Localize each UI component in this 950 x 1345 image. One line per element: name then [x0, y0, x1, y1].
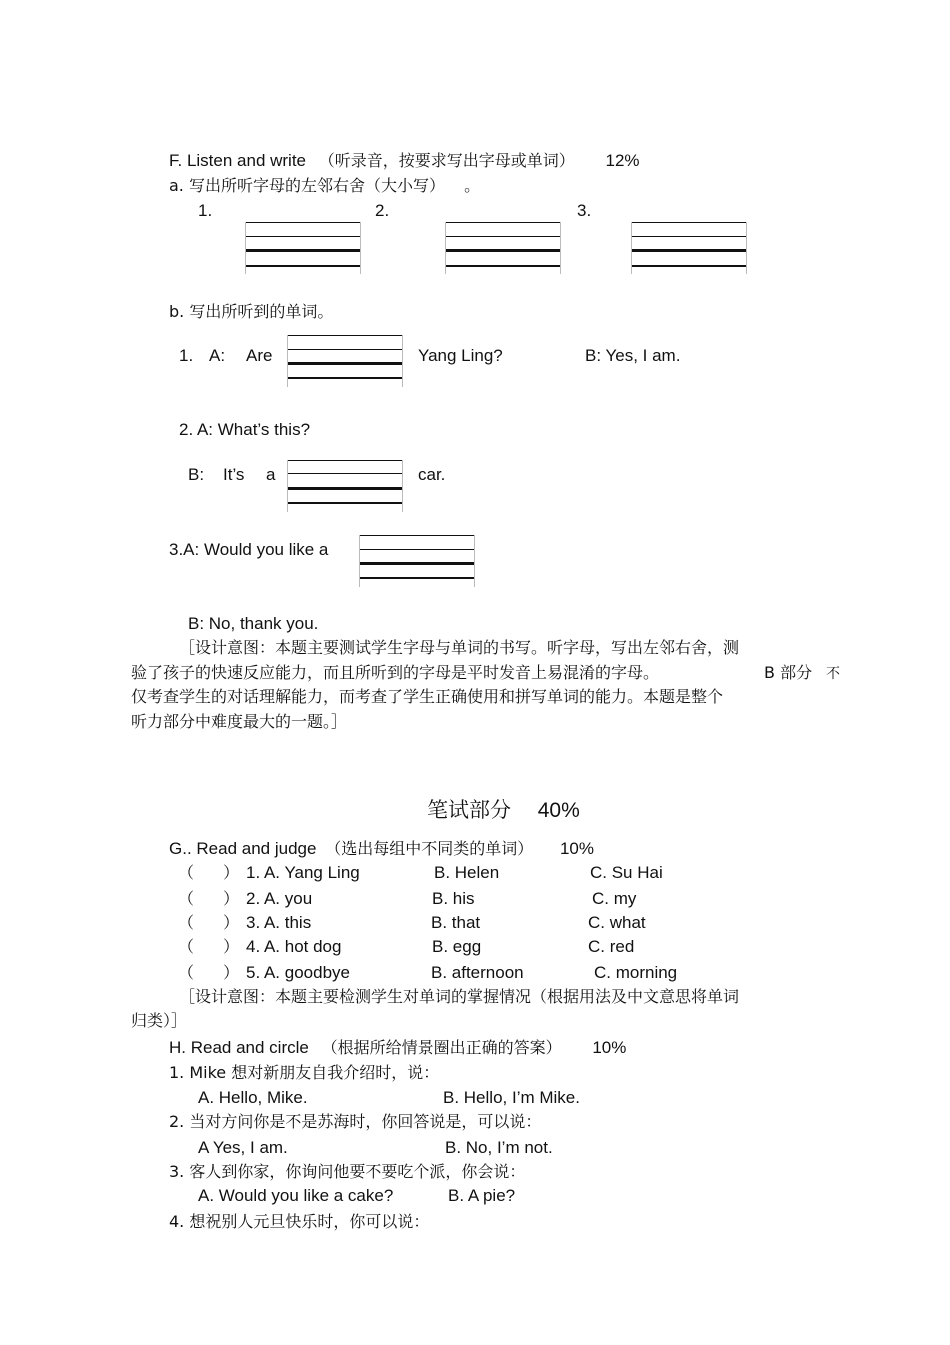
section-f-title-cn: （听录音，按要求写出字母或单词）	[318, 151, 575, 170]
h-item-2-question: 2. 当对方问你是不是苏海时，你回答说是，可以说：	[169, 1112, 542, 1131]
written-title: 笔试部分	[427, 798, 511, 822]
part-a-number-3: 3.	[577, 201, 592, 220]
section-h-heading	[169, 1038, 626, 1058]
g-row-4-a: 4. A. hot dog	[246, 937, 342, 956]
g-row-1-a: 1. A. Yang Ling	[246, 863, 360, 882]
part-a-label	[169, 176, 480, 196]
g-row-5-c: C. morning	[594, 963, 678, 982]
g-row-2-a: 2. A. you	[246, 889, 313, 908]
h-item-1-question: 1. Mike 想对新朋友自我介绍时，说：	[169, 1063, 440, 1082]
q1-pre: Are	[246, 346, 273, 365]
q2-pre: It’s	[223, 465, 245, 484]
g-row-1-paren[interactable]: （ ）	[178, 863, 240, 882]
g-row-1-b: B. Helen	[434, 863, 500, 882]
writing-lines[interactable]	[287, 335, 403, 387]
writing-lines[interactable]	[359, 535, 475, 587]
h-item-2-b[interactable]: B. No, I’m not.	[445, 1138, 553, 1157]
section-f-title: F. Listen and write	[169, 151, 307, 170]
writing-lines[interactable]	[445, 222, 561, 274]
g-row-3-c: C. what	[588, 913, 646, 932]
note-f-line-2c: 不	[826, 666, 840, 682]
g-row-5-paren[interactable]: （ ）	[178, 963, 240, 982]
q2-post: car.	[418, 465, 446, 484]
part-a-number-1: 1.	[198, 201, 213, 220]
writing-lines[interactable]	[245, 222, 361, 274]
writing-lines[interactable]	[631, 222, 747, 274]
h-item-1-a[interactable]: A. Hello, Mike.	[198, 1088, 308, 1107]
written-section-title	[427, 798, 580, 824]
part-a-number-2: 2.	[375, 201, 390, 220]
q1-answer: B: Yes, I am.	[585, 346, 681, 365]
q1-post: Yang Ling?	[418, 346, 503, 365]
h-item-4-question: 4. 想祝别人元旦快乐时，你可以说：	[169, 1212, 430, 1231]
note-f-line-2: 验了孩子的快速反应能力，而且所听到的字母是平时发音上易混淆的字母。	[131, 663, 660, 682]
q1-a-label: A:	[209, 346, 226, 365]
g-row-4-c: C. red	[588, 937, 635, 956]
h-item-2-a[interactable]: A Yes, I am.	[198, 1138, 288, 1157]
section-h-percent: 10%	[592, 1038, 627, 1057]
g-row-4-b: B. egg	[432, 937, 482, 956]
g-row-2-b: B. his	[432, 889, 475, 908]
part-b-label: b. 写出所听到的单词。	[169, 302, 334, 321]
section-f-percent: 12%	[605, 151, 640, 170]
q1-num: 1.	[179, 346, 194, 365]
q3-question: 3.A: Would you like a	[169, 540, 329, 559]
note-f-line-1: ［设计意图：本题主要测试学生字母与单词的书写。听字母，写出左邻右舍，测	[179, 638, 740, 657]
h-item-3-b[interactable]: B. A pie?	[448, 1186, 516, 1205]
note-f-line-3: 仅考查学生的对话理解能力，而考查了学生正确使用和拼写单词的能力。本题是整个	[131, 687, 724, 706]
note-f-line-4: 听力部分中难度最大的一题。］	[131, 712, 348, 731]
section-h-title: H. Read and circle	[169, 1038, 309, 1057]
note-g-line-1: ［设计意图：本题主要检测学生对单词的掌握情况（根据用法及中文意思将单词	[179, 987, 740, 1006]
g-row-5-a: 5. A. goodbye	[246, 963, 350, 982]
section-g-percent: 10%	[559, 839, 594, 858]
q2-b-label: B:	[188, 465, 205, 484]
part-a-end: 。	[464, 176, 481, 195]
g-row-3-b: B. that	[431, 913, 481, 932]
part-a-text: a. 写出所听字母的左邻右舍（大小写）	[169, 176, 445, 195]
g-row-3-a: 3. A. this	[246, 913, 312, 932]
section-h-title-cn: （根据所给情景圈出正确的答案）	[321, 1038, 562, 1057]
g-row-2-paren[interactable]: （ ）	[178, 889, 240, 908]
writing-lines[interactable]	[287, 460, 403, 512]
q2-article: a	[266, 465, 276, 484]
h-item-1-b[interactable]: B. Hello, I’m Mike.	[443, 1088, 580, 1107]
g-row-1-c: C. Su Hai	[590, 863, 663, 882]
q2-question: 2. A: What’s this?	[179, 420, 311, 439]
h-item-3-a[interactable]: A. Would you like a cake?	[198, 1186, 394, 1205]
note-f-line-2b: B 部分	[764, 663, 813, 682]
written-percent: 40%	[537, 799, 580, 822]
q3-answer: B: No, thank you.	[188, 614, 319, 633]
g-row-2-c: C. my	[592, 889, 637, 908]
section-g-heading	[169, 839, 594, 859]
g-row-4-paren[interactable]: （ ）	[178, 937, 240, 956]
g-row-3-paren[interactable]: （ ）	[178, 913, 240, 932]
section-g-title: G.. Read and judge	[169, 839, 317, 858]
section-f-heading	[169, 151, 640, 171]
note-g-line-2: 归类）］	[131, 1011, 188, 1030]
section-g-title-cn: （选出每组中不同类的单词）	[325, 839, 534, 858]
g-row-5-b: B. afternoon	[431, 963, 524, 982]
h-item-3-question: 3. 客人到你家，你询问他要不要吃个派，你会说：	[169, 1162, 526, 1181]
